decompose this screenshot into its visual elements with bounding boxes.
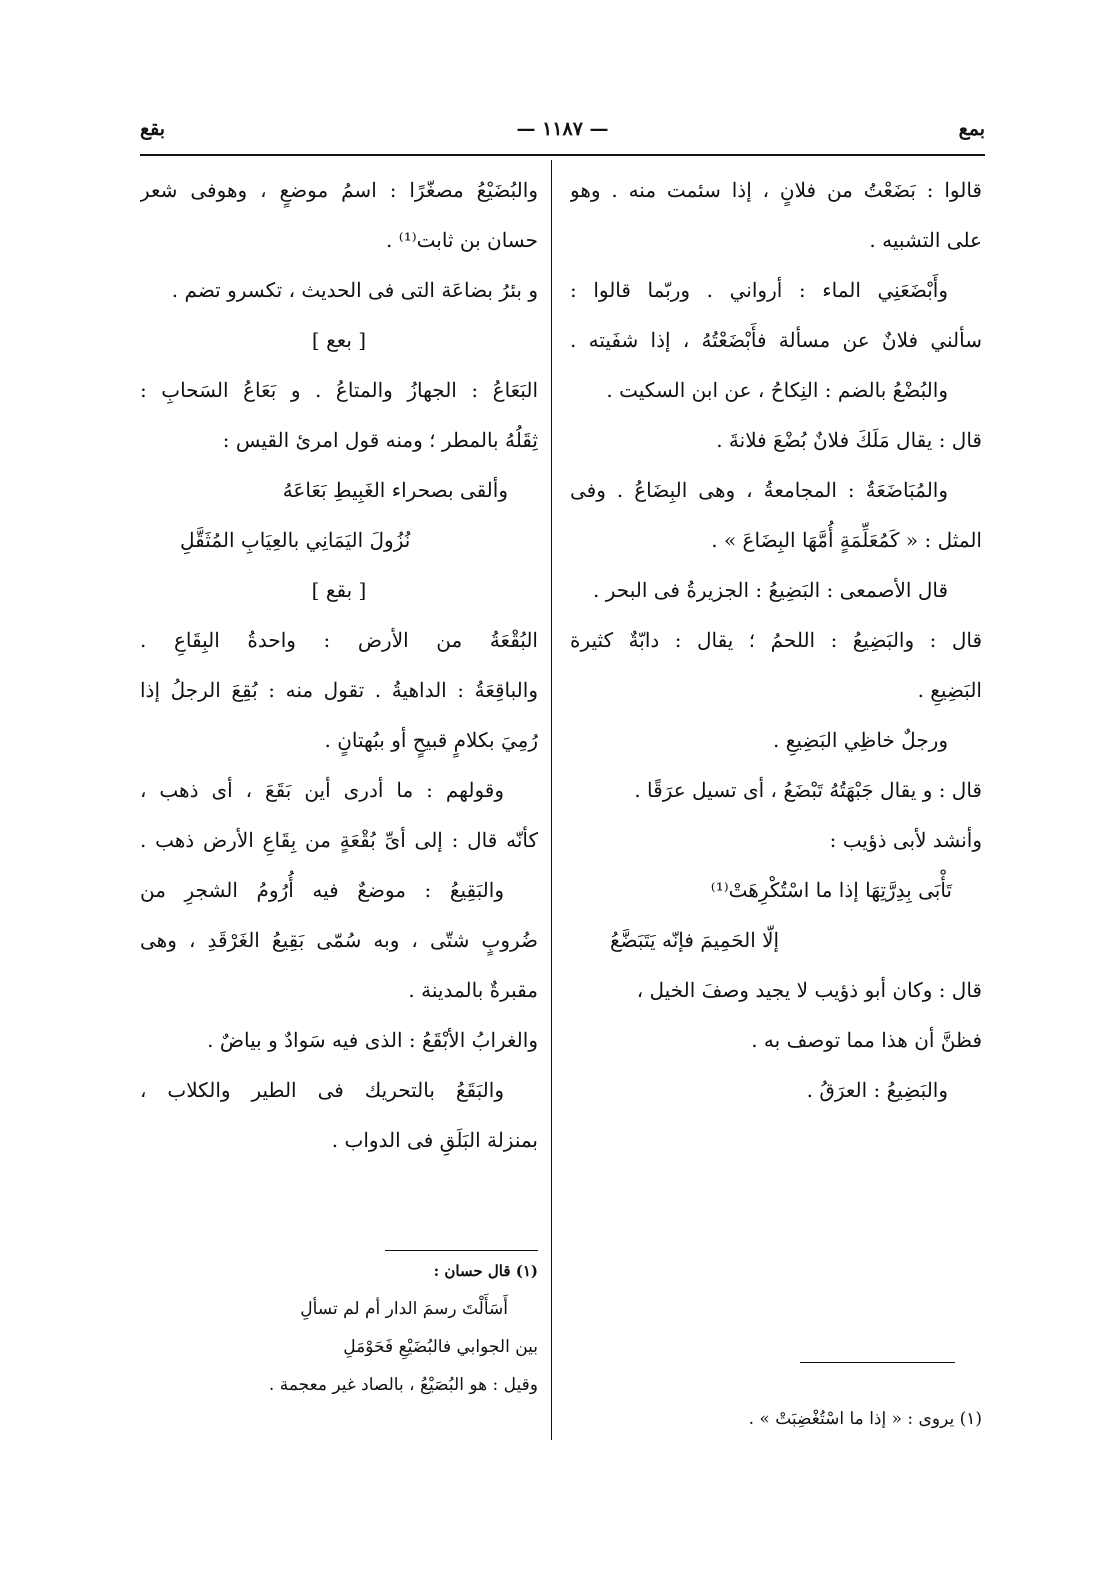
- text-line: ورجلٌ خاظِي البَضِيعِ .: [772, 728, 948, 752]
- text-line: ضُروبٍ شتّى ، وبه سُمّى بَقِيعُ الغَرْقَدِ ، وهى: [140, 928, 538, 952]
- text-line: والمُبَاضَعَةُ : المجامعةُ ، وهى البِضَاعُ . وفى: [570, 478, 948, 502]
- footnote-left: [140, 1252, 538, 1404]
- text-line: البَعَاعُ : الجهازُ والمتاعُ . و بَعَاعُ السَحابِ :: [140, 378, 538, 402]
- text-line: والغرابُ الأبْقَعُ : الذى فيه سَوادٌ و بياضٌ .: [207, 1028, 538, 1052]
- footnote-rule-left: [385, 1250, 538, 1251]
- entry-heading: [ بقع ]: [311, 578, 367, 602]
- footnote-note: وقيل : هو البُصَيْعُ ، بالصاد غير معجمة .: [268, 1375, 538, 1395]
- footnote-right: (١) يروى : « إذا ما اسْتُغْضِبَتْ » .: [748, 1409, 982, 1429]
- header-right-word: بمع: [958, 118, 985, 140]
- verse-line: وألقى بصحراء الغَبِيطِ بَعَاعَهُ: [282, 478, 508, 502]
- text-line: على التشبيه .: [869, 228, 982, 252]
- text-line: المثل : « كَمُعَلِّمَةٍ أُمَّهَا البِضَاعَ » .: [711, 528, 982, 552]
- text-line: قال : وكان أبو ذؤيب لا يجيد وصفَ الخيل ،: [636, 978, 982, 1002]
- text-line: البُقْعَةُ من الأرض : واحدةُ البِقَاعِ .: [140, 628, 538, 652]
- footnote-verse: بين الجوابي فالبُضَيْعِ فَحَوْمَلِ: [343, 1337, 538, 1357]
- footnote-rule-right: [800, 1362, 955, 1363]
- text-line: وأنشد لأبى ذؤيب :: [829, 828, 982, 852]
- right-column: [570, 165, 982, 1115]
- text-line: قال الأصمعى : البَضِيعُ : الجزيرةُ فى البحر .: [593, 578, 948, 602]
- text-line: و بئرُ بضاعَة التى فى الحديث ، تكسرو تضم .: [171, 278, 538, 302]
- text-line: والبَقِيعُ : موضعٌ فيه أُرُومُ الشجرِ من: [140, 878, 504, 902]
- footnote-label: (١) قال حسان :: [433, 1262, 538, 1280]
- text-line: سألني فلانٌ عن مسألة فأَبْضَعْتُهُ ، إذا شفَيته .: [570, 328, 982, 352]
- text-line: وأَبْضَعَنِي الماء : أرواني . وربّما قالوا :: [570, 278, 948, 302]
- text-line: قالوا : بَضَعْتُ من فلانٍ ، إذا سئمت منه . وهو: [570, 178, 982, 202]
- text-line: قال : والبَضِيعُ : اللحمُ ؛ يقال : دابّةٌ كثيرة: [570, 628, 982, 652]
- verse-line: تَأْبَى بِدِرَّتِهَا إذا ما اسْتُكْرِهَتْ⁽¹⁾: [710, 878, 952, 902]
- text-line: وقولهم : ما أدرى أين بَقَعَ ، أى ذهب ،: [140, 778, 504, 802]
- text-line: فظنَّ أن هذا مما توصف به .: [751, 1028, 982, 1052]
- header-rule: [140, 154, 985, 156]
- text-line: والبَضِيعُ : العرَقُ .: [806, 1078, 948, 1102]
- text-line: حسان بن ثابت⁽¹⁾ .: [386, 228, 538, 252]
- text-line: قال : يقال مَلَكَ فلانٌ بُضْعَ فلانةَ .: [716, 428, 982, 452]
- text-line: رُمِيَ بكلامٍ قبيحٍ أو ببُهتانٍ .: [324, 728, 538, 752]
- text-line: والبَقَعُ بالتحريك فى الطير والكلاب ،: [140, 1078, 504, 1102]
- page-number: — ١١٨٧ —: [516, 118, 609, 140]
- page-header: [140, 118, 985, 154]
- left-column: [140, 165, 538, 1165]
- text-line: كأنّه قال : إلى أىِّ بُقْعَةٍ من بِقَاعِ الأرض ذهب .: [140, 828, 538, 852]
- text-line: ثِقَلُهُ بالمطر ؛ ومنه قول امرئ القيس :: [222, 428, 538, 452]
- text-line: والبُضْعُ بالضم : النِكاحُ ، عن ابن السكيت .: [606, 378, 948, 402]
- verse-line: نُزُولَ اليَمَانِي بالعِيَابِ المُثَقَّلِ: [180, 528, 411, 552]
- text-line: بمنزلة البَلَقِ فى الدواب .: [331, 1128, 538, 1152]
- entry-heading: [ بعع ]: [311, 328, 367, 352]
- column-divider: [551, 160, 552, 1440]
- header-left-word: بقع: [140, 118, 166, 140]
- text-line: قال : و يقال جَبْهَتُهُ تَبْضَعُ ، أى تسيل عرَقًا .: [634, 778, 982, 802]
- verse-line: إلّا الحَمِيمَ فإنّه يَتَبَضَّعُ: [610, 928, 780, 952]
- footnote-verse: أَسَأَلْتَ رسمَ الدار أم لم تسألِ: [300, 1299, 508, 1319]
- text-line: مقبرةٌ بالمدينة .: [408, 978, 538, 1002]
- text-line: والبُضَيْعُ مصغّرًا : اسمُ موضعٍ ، وهوفى شعر: [140, 178, 538, 202]
- text-line: والباقِعَةُ : الداهيةُ . تقول منه : بُقِعَ الرجلُ إذا: [140, 678, 538, 702]
- text-line: البَضِيعِ .: [917, 678, 982, 702]
